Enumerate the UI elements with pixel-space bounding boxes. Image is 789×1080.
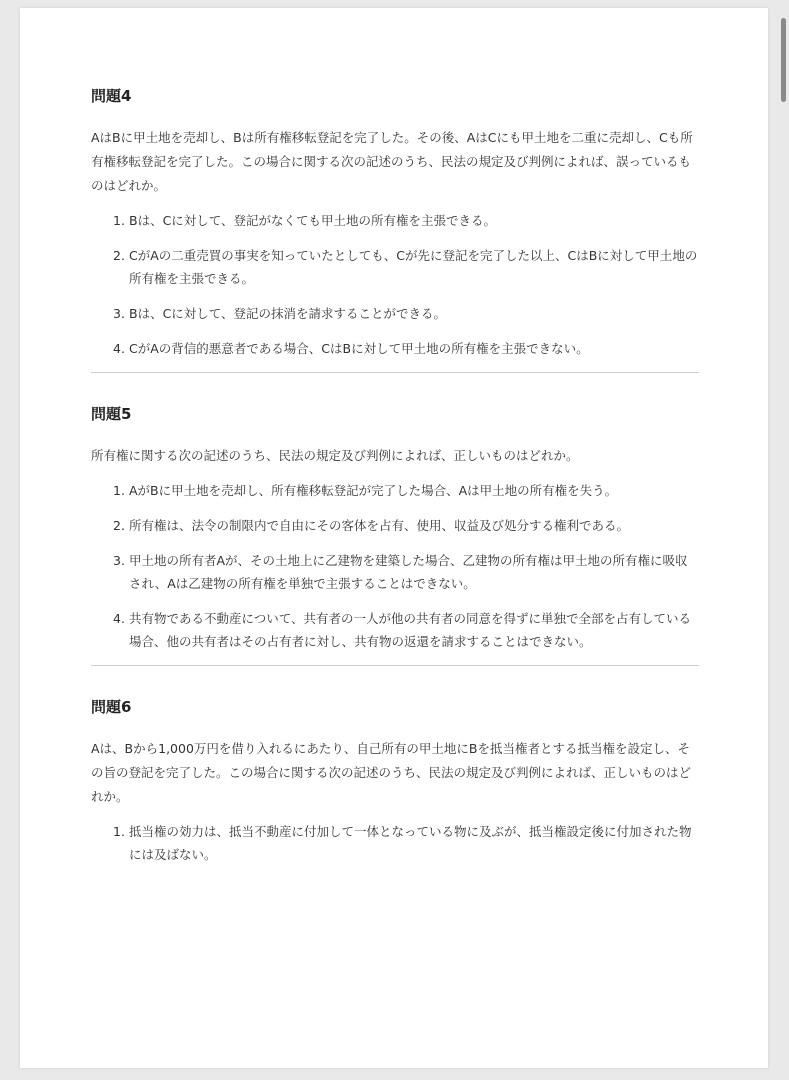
choice-item <box>91 337 699 360</box>
question-5-section <box>91 404 699 666</box>
choice-text: CがAの二重売買の事実を知っていたとしても、Cが先に登記を完了した以上、CはBに対して甲土地の所有権を主張できる。 <box>129 248 698 286</box>
choice-text: 所有権は、法令の制限内で自由にその客体を占有、使用、収益及び処分する権利である。 <box>129 518 630 533</box>
choice-text: 抵当権の効力は、抵当不動産に付加して一体となっている物に及ぶが、抵当権設定後に付加された物には及ばない。 <box>129 824 692 862</box>
choice-text: Bは、Cに対して、登記の抹消を請求することができる。 <box>129 306 447 321</box>
choice-item <box>91 820 699 866</box>
question-title: 問題5 <box>91 405 132 423</box>
document-page <box>20 8 768 1068</box>
question-stem: 所有権に関する次の記述のうち、民法の規定及び判例によれば、正しいものはどれか。 <box>91 448 579 463</box>
choice-list <box>91 479 699 653</box>
choice-item <box>91 549 699 595</box>
choice-number: 3. <box>113 553 125 568</box>
question-title: 問題6 <box>91 698 132 716</box>
choice-item <box>91 209 699 232</box>
choice-list <box>91 820 699 866</box>
choice-text: AがBに甲土地を売却し、所有権移転登記が完了した場合、Aは甲土地の所有権を失う。 <box>129 483 618 498</box>
section-divider <box>91 372 699 373</box>
question-stem: Aは、Bから1,000万円を借り入れるにあたり、自己所有の甲土地にBを抵当権者とする抵当権を設定し、その旨の登記を完了した。この場合に関する次の記述のうち、民法の規定及び判例によれば、正しいものはどれか。 <box>91 741 692 804</box>
choice-item <box>91 244 699 290</box>
choice-number: 2. <box>113 518 125 533</box>
choice-text: CがAの背信的悪意者である場合、CはBに対して甲土地の所有権を主張できない。 <box>129 341 589 356</box>
page-content <box>91 86 699 878</box>
choice-item <box>91 479 699 502</box>
choice-item <box>91 607 699 653</box>
choice-number: 1. <box>113 824 125 839</box>
choice-number: 2. <box>113 248 125 263</box>
choice-text: Bは、Cに対して、登記がなくても甲土地の所有権を主張できる。 <box>129 213 497 228</box>
section-divider <box>91 665 699 666</box>
scrollbar-thumb[interactable] <box>781 18 786 102</box>
vertical-scrollbar[interactable] <box>775 8 789 1068</box>
choice-text: 共有物である不動産について、共有者の一人が他の共有者の同意を得ずに単独で全部を占有している場合、他の共有者はその占有者に対し、共有物の返還を請求することはできない。 <box>129 611 692 649</box>
question-4-section <box>91 86 699 373</box>
choice-number: 4. <box>113 341 125 356</box>
choice-text: 甲土地の所有者Aが、その土地上に乙建物を建築した場合、乙建物の所有権は甲土地の所有権に吸収され、Aは乙建物の所有権を単独で主張することはできない。 <box>129 553 688 591</box>
choice-number: 1. <box>113 213 125 228</box>
choice-item <box>91 514 699 537</box>
choice-number: 1. <box>113 483 125 498</box>
question-title: 問題4 <box>91 87 132 105</box>
choice-number: 3. <box>113 306 125 321</box>
question-6-section <box>91 697 699 866</box>
question-stem: AはBに甲土地を売却し、Bは所有権移転登記を完了した。その後、AはCにも甲土地を二重に売却し、Cも所有権移転登記を完了した。この場合に関する次の記述のうち、民法の規定及び判例によれば、誤っているものはどれか。 <box>91 130 693 193</box>
choice-list <box>91 209 699 360</box>
choice-number: 4. <box>113 611 125 626</box>
choice-item <box>91 302 699 325</box>
